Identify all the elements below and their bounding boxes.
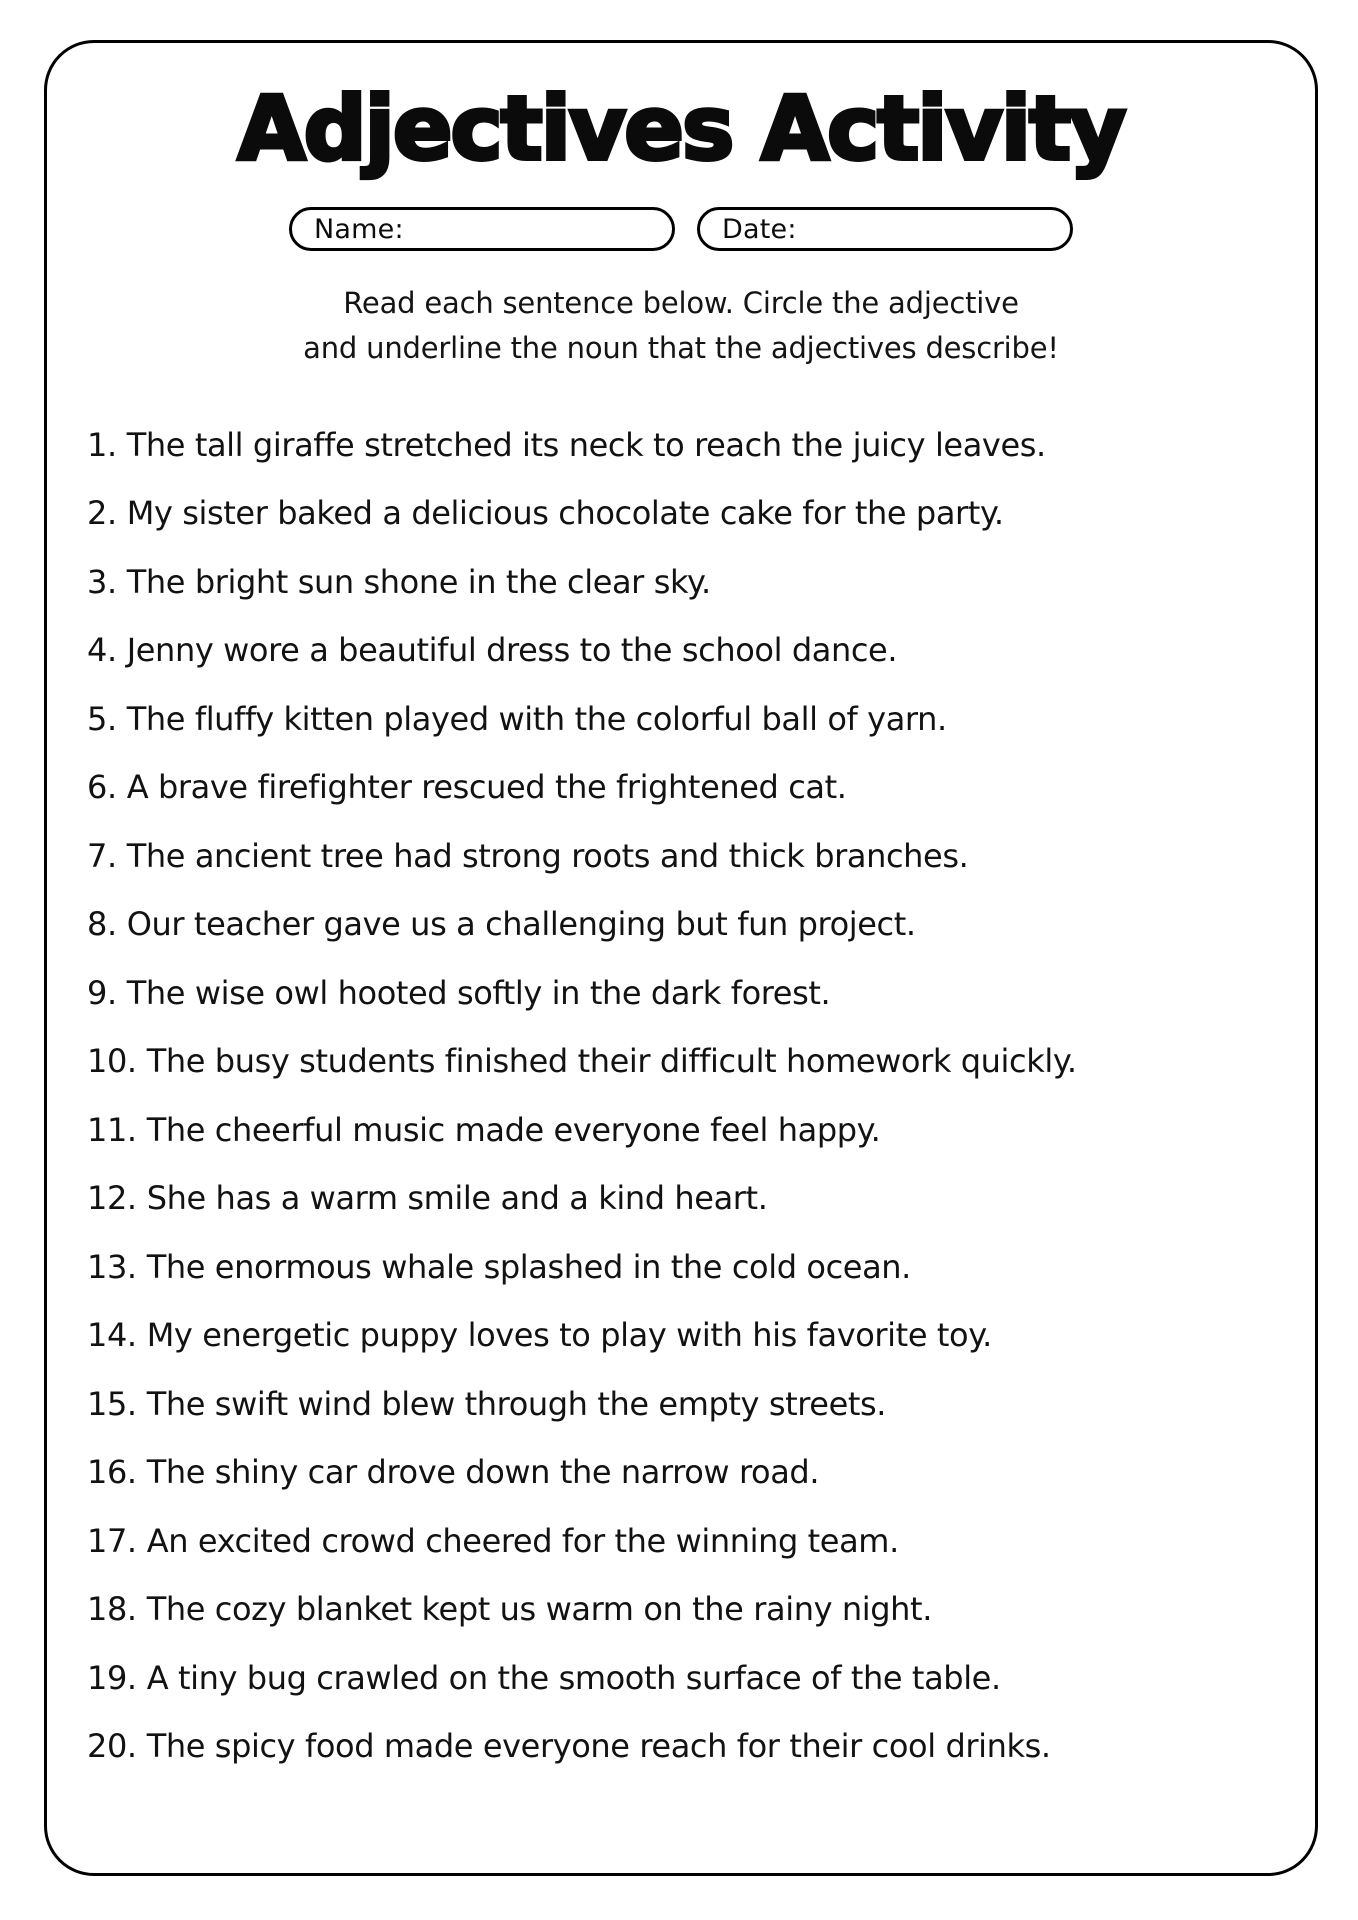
sentence-number: 15. xyxy=(87,1384,137,1423)
sentence-text: The enormous whale splashed in the cold ocean. xyxy=(146,1247,911,1286)
sentence-number: 12. xyxy=(87,1179,137,1218)
name-write-area[interactable] xyxy=(404,210,672,248)
date-field-label: Date: xyxy=(722,213,797,245)
sentence-text: An excited crowd cheered for the winning team. xyxy=(146,1521,899,1560)
sentence-number: 2. xyxy=(87,494,117,533)
sentence-text: The cheerful music made everyone feel happy. xyxy=(146,1110,881,1149)
sentence-item xyxy=(87,1644,1285,1713)
sentence-number: 7. xyxy=(87,836,117,875)
sentence-number: 18. xyxy=(87,1590,137,1629)
sentence-text: The tall giraffe stretched its neck to reach the juicy leaves. xyxy=(126,425,1046,464)
page-title: Adjectives Activity xyxy=(237,77,1125,180)
sentence-item xyxy=(87,1301,1285,1370)
sentence-number: 1. xyxy=(87,425,117,464)
instructions-line-1: Read each sentence below. Circle the adjective xyxy=(343,286,1019,320)
sentence-text: The swift wind blew through the empty streets. xyxy=(146,1384,887,1423)
sentence-item xyxy=(87,685,1285,754)
sentence-number: 11. xyxy=(87,1110,137,1149)
sentence-number: 3. xyxy=(87,562,117,601)
sentence-text: Our teacher gave us a challenging but fun project. xyxy=(126,905,916,944)
date-write-area[interactable] xyxy=(797,210,1070,248)
header-fields-row xyxy=(47,207,1315,251)
sentence-text: The shiny car drove down the narrow road. xyxy=(146,1453,820,1492)
sentence-item xyxy=(87,1164,1285,1233)
sentence-number: 4. xyxy=(87,631,117,670)
sentence-item xyxy=(87,1370,1285,1439)
sentence-text: My sister baked a delicious chocolate cake for the party. xyxy=(126,494,1004,533)
instructions-line-2: and underline the noun that the adjectives describe! xyxy=(303,330,1059,365)
sentence-number: 6. xyxy=(87,768,117,807)
sentence-item xyxy=(87,479,1285,548)
sentence-text: The wise owl hooted softly in the dark forest. xyxy=(126,973,831,1012)
name-field-label: Name: xyxy=(314,213,404,245)
sentence-number: 19. xyxy=(87,1658,137,1697)
sentence-item xyxy=(87,1438,1285,1507)
name-field[interactable] xyxy=(289,207,675,251)
sentence-text: She has a warm smile and a kind heart. xyxy=(146,1179,768,1218)
sentence-item xyxy=(87,822,1285,891)
sentence-number: 13. xyxy=(87,1247,137,1286)
sentence-item xyxy=(87,411,1285,480)
sentence-number: 8. xyxy=(87,905,117,944)
sentence-text: The fluffy kitten played with the colorful ball of yarn. xyxy=(126,699,947,738)
sentence-item xyxy=(87,548,1285,617)
sentence-item xyxy=(87,1096,1285,1165)
sentence-text: A brave firefighter rescued the frightened cat. xyxy=(126,768,847,807)
sentence-text: The cozy blanket kept us warm on the rainy night. xyxy=(146,1590,932,1629)
sentence-number: 17. xyxy=(87,1521,137,1560)
sentence-item xyxy=(87,1507,1285,1576)
sentence-item xyxy=(87,1027,1285,1096)
sentence-text: A tiny bug crawled on the smooth surface of the table. xyxy=(146,1658,1001,1697)
sentence-text: My energetic puppy loves to play with his favorite toy. xyxy=(146,1316,992,1355)
date-field[interactable] xyxy=(697,207,1073,251)
sentence-item xyxy=(87,753,1285,822)
sentence-item xyxy=(87,1712,1285,1781)
sentence-number: 16. xyxy=(87,1453,137,1492)
sentence-number: 20. xyxy=(87,1727,137,1766)
sentence-item xyxy=(87,616,1285,685)
sentence-text: Jenny wore a beautiful dress to the school dance. xyxy=(126,631,898,670)
sentence-number: 9. xyxy=(87,973,117,1012)
sentence-text: The busy students finished their difficult homework quickly. xyxy=(146,1042,1077,1081)
sentence-number: 10. xyxy=(87,1042,137,1081)
sentence-text: The bright sun shone in the clear sky. xyxy=(126,562,711,601)
sentence-list xyxy=(47,411,1315,1781)
sentence-number: 14. xyxy=(87,1316,137,1355)
sentence-item xyxy=(87,890,1285,959)
sentence-item xyxy=(87,1575,1285,1644)
sentence-text: The ancient tree had strong roots and thick branches. xyxy=(126,836,969,875)
sentence-item xyxy=(87,959,1285,1028)
sentence-item xyxy=(87,1233,1285,1302)
instructions xyxy=(47,281,1315,371)
sentence-text: The spicy food made everyone reach for their cool drinks. xyxy=(146,1727,1051,1766)
page-border-frame xyxy=(44,40,1318,1876)
sentence-number: 5. xyxy=(87,699,117,738)
